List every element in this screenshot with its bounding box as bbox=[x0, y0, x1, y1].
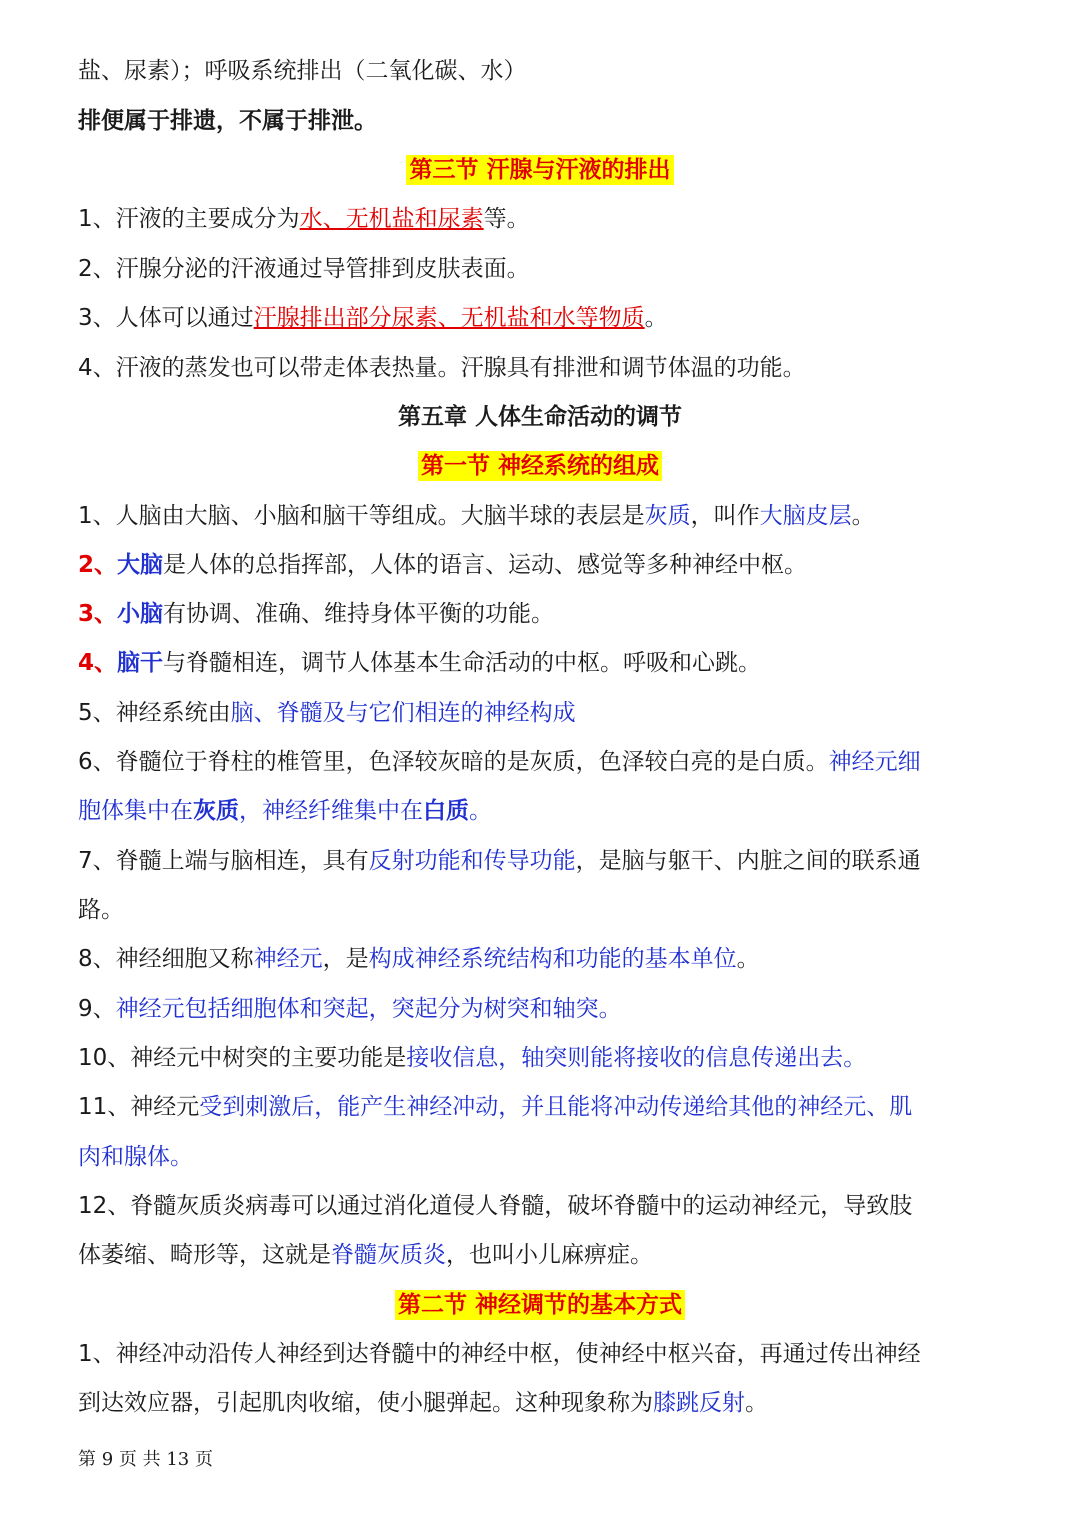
highlight-text: 大脑皮层 bbox=[759, 503, 852, 529]
chapter-heading bbox=[0, 402, 1080, 432]
highlight-text: ，神经纤维集中在 bbox=[239, 798, 423, 824]
list-item-continued bbox=[78, 1240, 1008, 1270]
text: 1、神经冲动沿传人神经到达脊髓中的神经中枢，使神经中枢兴奋，再通过传出神经 bbox=[78, 1341, 921, 1367]
text: 10、神经元中树突的主要功能是 bbox=[78, 1045, 407, 1071]
list-item bbox=[78, 204, 1008, 234]
section-heading bbox=[0, 155, 1080, 185]
text: ，叫作 bbox=[690, 503, 760, 529]
list-item bbox=[78, 1043, 1008, 1073]
highlight-text: 脊髓灰质炎 bbox=[331, 1242, 446, 1268]
text: 有协调、准确、维持身体平衡的功能。 bbox=[163, 601, 555, 627]
list-item bbox=[78, 747, 1008, 777]
highlight-text: 。 bbox=[469, 798, 492, 824]
section-heading bbox=[0, 451, 1080, 481]
text: 5、神经系统由 bbox=[78, 700, 231, 726]
list-item bbox=[78, 1092, 1008, 1122]
text: 。 bbox=[745, 1390, 768, 1416]
list-item bbox=[78, 846, 1008, 876]
highlight-text: 神经元 bbox=[253, 946, 323, 972]
section-heading bbox=[0, 1290, 1080, 1320]
list-item bbox=[78, 501, 1008, 531]
highlight-text: 脑、脊髓及与它们相连的神经构成 bbox=[230, 700, 576, 726]
text: 排便属于排遗，不属于排泄。 bbox=[78, 108, 377, 134]
list-item bbox=[78, 648, 1008, 678]
list-item-continued bbox=[78, 796, 1008, 826]
text: 是人体的总指挥部，人体的语言、运动、感觉等多种神经中枢。 bbox=[163, 552, 808, 578]
highlight-text: 构成神经系统结构和功能的基本单位 bbox=[368, 946, 737, 972]
list-item bbox=[78, 1191, 1008, 1221]
item-number: 2、 bbox=[78, 552, 118, 578]
text: ，也叫小儿麻痹症。 bbox=[446, 1242, 653, 1268]
text: 12、脊髓灰质炎病毒可以通过消化道侵人脊髓，破坏脊髓中的运动神经元，导致肢 bbox=[78, 1193, 913, 1219]
list-item bbox=[78, 994, 1008, 1024]
text: 9、 bbox=[78, 996, 116, 1022]
highlight-text: 灰质 bbox=[193, 798, 239, 824]
list-item bbox=[78, 1339, 1008, 1369]
text-line bbox=[78, 56, 1008, 86]
text: 。 bbox=[644, 305, 668, 331]
highlight-text: 灰质 bbox=[644, 503, 691, 529]
section-title: 第一节 神经系统的组成 bbox=[418, 451, 662, 481]
list-item bbox=[78, 550, 1008, 580]
highlight-text: 小脑 bbox=[117, 601, 164, 627]
item-number: 4、 bbox=[78, 650, 118, 676]
text: 路。 bbox=[78, 897, 124, 923]
text: 1、人脑由大脑、小脑和脑干等组成。大脑半球的表层是 bbox=[78, 503, 645, 529]
text: 与脊髓相连，调节人体基本生命活动的中枢。呼吸和心跳。 bbox=[163, 650, 762, 676]
list-item bbox=[78, 698, 1008, 728]
list-item bbox=[78, 599, 1008, 629]
text: 6、脊髓位于脊柱的椎管里，色泽较灰暗的是灰质，色泽较白亮的是白质。 bbox=[78, 749, 829, 775]
highlight-text: 水、无机盐和尿素 bbox=[299, 206, 484, 232]
highlight-text: 肉和腺体。 bbox=[78, 1144, 193, 1170]
highlight-text: 汗腺排出部分尿素、无机盐和水等物质 bbox=[253, 305, 645, 331]
list-item bbox=[78, 254, 1008, 284]
list-item bbox=[78, 303, 1008, 333]
section-title: 第三节 汗腺与汗液的排出 bbox=[406, 155, 673, 185]
text: 8、神经细胞又称 bbox=[78, 946, 254, 972]
highlight-text: 大脑 bbox=[117, 552, 164, 578]
highlight-text: 膝跳反射 bbox=[653, 1390, 745, 1416]
list-item-continued bbox=[78, 1142, 1008, 1172]
highlight-text: 受到刺激后，能产生神经冲动，并且能将冲动传递给其他的神经元、肌 bbox=[199, 1094, 913, 1120]
list-item bbox=[78, 353, 1008, 383]
text: ，是脑与躯干、内脏之间的联系通 bbox=[575, 848, 921, 874]
text: 11、神经元 bbox=[78, 1094, 200, 1120]
text: 1、汗液的主要成分为 bbox=[78, 206, 300, 232]
highlight-text: 反射功能和传导功能 bbox=[368, 848, 576, 874]
text: 。 bbox=[851, 503, 875, 529]
text: 等。 bbox=[483, 206, 530, 232]
highlight-text: 白质 bbox=[423, 798, 469, 824]
text: 2、汗腺分泌的汗液通过导管排到皮肤表面。 bbox=[78, 256, 530, 282]
highlight-text: 神经元包括细胞体和突起，突起分为树突和轴突。 bbox=[115, 996, 622, 1022]
list-item bbox=[78, 944, 1008, 974]
text: 。 bbox=[736, 946, 760, 972]
text: 体萎缩、畸形等，这就是 bbox=[78, 1242, 331, 1268]
text: 到达效应器，引起肌肉收缩，使小腿弹起。这种现象称为 bbox=[78, 1390, 653, 1416]
highlight-text: 胞体集中在 bbox=[78, 798, 193, 824]
page-footer: 第 9 页 共 13 页 bbox=[78, 1449, 213, 1470]
highlight-text: 神经元细 bbox=[828, 749, 921, 775]
list-item-continued bbox=[78, 895, 1008, 925]
chapter-title: 第五章 人体生命活动的调节 bbox=[397, 404, 682, 430]
text: 3、人体可以通过 bbox=[78, 305, 254, 331]
text-line bbox=[78, 106, 1008, 136]
item-number: 3、 bbox=[78, 601, 118, 627]
section-title: 第二节 神经调节的基本方式 bbox=[395, 1290, 685, 1320]
highlight-text: 接收信息，轴突则能将接收的信息传递出去。 bbox=[406, 1045, 867, 1071]
list-item-continued bbox=[78, 1388, 1008, 1418]
text: 7、脊髓上端与脑相连，具有 bbox=[78, 848, 369, 874]
text: ，是 bbox=[322, 946, 369, 972]
text: 4、汗液的蒸发也可以带走体表热量。汗腺具有排泄和调节体温的功能。 bbox=[78, 355, 806, 381]
text: 盐、尿素）；呼吸系统排出（二氧化碳、水） bbox=[78, 58, 527, 84]
highlight-text: 脑干 bbox=[117, 650, 164, 676]
